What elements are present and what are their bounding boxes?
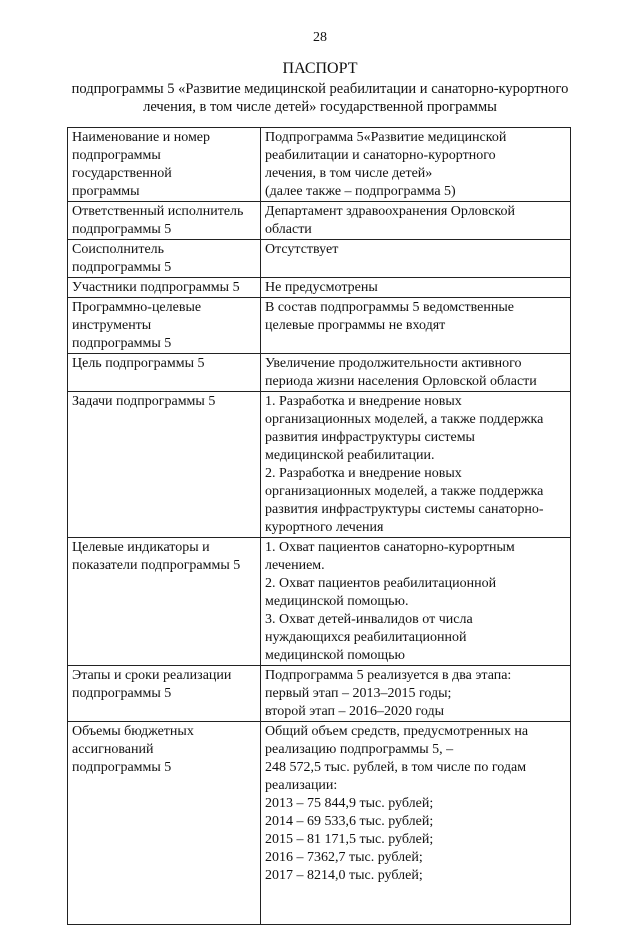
row-label-line: программы — [72, 184, 140, 199]
row-value-cell — [261, 392, 571, 538]
row-value-line: 2. Разработка и внедрение новых — [265, 466, 462, 481]
table-row — [68, 722, 571, 925]
row-value-line: 2014 – 69 533,6 тыс. рублей; — [265, 814, 434, 829]
row-value-line: Общий объем средств, предусмотренных на — [265, 724, 529, 739]
document-subtitle — [70, 80, 570, 116]
row-value-cell — [261, 202, 571, 240]
row-label-line: подпрограммы 5 — [72, 222, 172, 237]
row-value-line: 248 572,5 тыс. рублей, в том числе по годам — [265, 760, 527, 775]
row-label-line: государственной — [72, 166, 172, 181]
row-label-line: Задачи подпрограммы 5 — [72, 394, 216, 409]
row-label-line: показатели подпрограммы 5 — [72, 558, 241, 573]
row-label-cell — [68, 240, 261, 278]
row-label-cell — [68, 202, 261, 240]
row-value-line: В состав подпрограммы 5 ведомственные — [265, 300, 514, 315]
row-label-line: Соисполнитель — [72, 242, 165, 257]
document-title: ПАСПОРТ — [282, 60, 358, 77]
table-row — [68, 298, 571, 354]
row-value-cell — [261, 354, 571, 392]
row-label-cell — [68, 298, 261, 354]
row-value-line: Увеличение продолжительности активного — [265, 356, 522, 371]
row-label-line: подпрограммы — [72, 148, 161, 163]
row-value-line: реализацию подпрограммы 5, – — [265, 742, 454, 757]
row-value-line: Отсутствует — [265, 242, 339, 257]
row-value-line: Подпрограмма 5«Развитие медицинской — [265, 130, 507, 145]
table-row — [68, 666, 571, 722]
table-row — [68, 392, 571, 538]
row-value-line: организационных моделей, а также поддержка — [265, 412, 544, 427]
row-value-line: 2017 – 8214,0 тыс. рублей; — [265, 868, 423, 883]
row-value-cell — [261, 722, 571, 925]
subtitle-line: подпрограммы 5 «Развитие медицинской реабилитации и санаторно-курортного — [71, 81, 569, 97]
table-row — [68, 202, 571, 240]
page-number: 28 — [313, 30, 327, 45]
row-value-line: (далее также – подпрограмма 5) — [265, 184, 456, 199]
row-label-line: подпрограммы 5 — [72, 686, 172, 701]
row-value-line: Подпрограмма 5 реализуется в два этапа: — [265, 668, 512, 683]
table-row — [68, 354, 571, 392]
row-label-cell — [68, 354, 261, 392]
row-label-line: Программно-целевые — [72, 300, 202, 315]
row-value-line: развития инфраструктуры системы санаторно- — [265, 502, 544, 517]
row-value-line: 2016 – 7362,7 тыс. рублей; — [265, 850, 423, 865]
row-value-line: 1. Охват пациентов санаторно-курортным — [265, 540, 515, 555]
passport-table — [67, 127, 571, 925]
row-value-line: целевые программы не входят — [265, 318, 446, 333]
row-value-line: развития инфраструктуры системы — [265, 430, 475, 445]
row-label-line: Целевые индикаторы и — [72, 540, 210, 555]
row-value-line: лечением. — [265, 558, 325, 573]
row-value-line: нуждающихся реабилитационной — [265, 630, 467, 645]
row-value-line: реабилитации и санаторно-курортного — [265, 148, 496, 163]
row-value-line: первый этап – 2013–2015 годы; — [265, 686, 452, 701]
row-value-line: 2. Охват пациентов реабилитационной — [265, 576, 497, 591]
row-value-line: курортного лечения — [265, 520, 384, 535]
row-value-line: медицинской помощью — [265, 648, 405, 663]
row-value-cell — [261, 240, 571, 278]
row-label-line: Цель подпрограммы 5 — [72, 356, 205, 371]
row-value-line: Не предусмотрены — [265, 280, 378, 295]
row-value-line: лечения, в том числе детей» — [265, 166, 433, 181]
row-value-cell — [261, 666, 571, 722]
row-value-cell — [261, 298, 571, 354]
row-value-line: 2015 – 81 171,5 тыс. рублей; — [265, 832, 434, 847]
row-value-line: реализации: — [265, 778, 338, 793]
row-label-cell — [68, 128, 261, 202]
row-value-line: 1. Разработка и внедрение новых — [265, 394, 462, 409]
row-value-cell — [261, 278, 571, 298]
row-label-line: Объемы бюджетных — [72, 724, 194, 739]
row-label-line: инструменты — [72, 318, 152, 333]
row-value-line: Департамент здравоохранения Орловской — [265, 204, 516, 219]
row-label-line: подпрограммы 5 — [72, 260, 172, 275]
row-label-cell — [68, 278, 261, 298]
row-value-line: медицинской помощью. — [265, 594, 409, 609]
subtitle-line: лечения, в том числе детей» государственной программы — [143, 99, 497, 115]
row-value-line: второй этап – 2016–2020 годы — [265, 704, 445, 719]
table-row — [68, 538, 571, 666]
row-label-line: Ответственный исполнитель — [72, 204, 244, 219]
table-row — [68, 240, 571, 278]
row-label-cell — [68, 722, 261, 925]
row-label-cell — [68, 666, 261, 722]
row-value-cell — [261, 538, 571, 666]
row-value-line: области — [265, 222, 312, 237]
row-label-line: подпрограммы 5 — [72, 760, 172, 775]
table-row — [68, 278, 571, 298]
row-value-line: медицинской реабилитации. — [265, 448, 435, 463]
row-label-line: подпрограммы 5 — [72, 336, 172, 351]
row-label-line: Наименование и номер — [72, 130, 211, 145]
row-value-cell — [261, 128, 571, 202]
row-value-line: периода жизни населения Орловской области — [265, 374, 537, 389]
row-value-line: 3. Охват детей-инвалидов от числа — [265, 612, 473, 627]
table-row — [68, 128, 571, 202]
row-label-cell — [68, 538, 261, 666]
row-label-line: ассигнований — [72, 742, 154, 757]
row-value-line: организационных моделей, а также поддержка — [265, 484, 544, 499]
row-value-line: 2013 – 75 844,9 тыс. рублей; — [265, 796, 434, 811]
row-label-line: Этапы и сроки реализации — [72, 668, 232, 683]
row-label-cell — [68, 392, 261, 538]
row-label-line: Участники подпрограммы 5 — [72, 280, 240, 295]
